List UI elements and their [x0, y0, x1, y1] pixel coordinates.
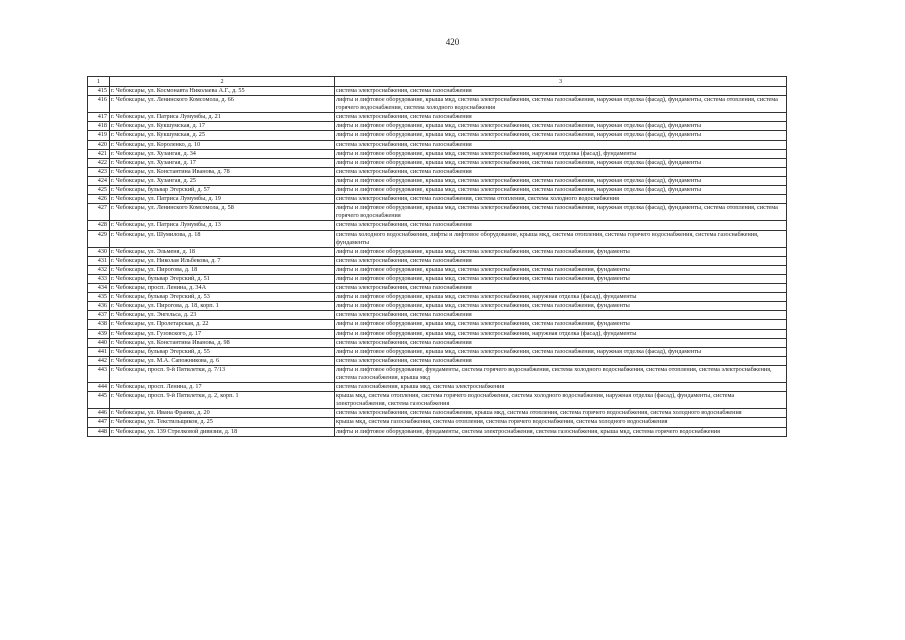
page-number: 420 [445, 37, 460, 47]
works-cell: лифты и лифтовое оборудование, крыша мкд, система электроснабжения, система газоснабжения, фундаменты [335, 320, 787, 329]
table-row [88, 274, 787, 283]
works-cell: лифты и лифтовое оборудование, крыша мкд, система электроснабжения, система газоснабжения, наружная отделка (фасад), фундаменты [335, 122, 787, 131]
row-number-cell: 443 [88, 365, 110, 382]
works-cell: лифты и лифтовое оборудование, крыша мкд, система электроснабжения, система газоснабжения, фундаменты [335, 274, 787, 283]
works-cell: система электроснабжения, система газоснабжения, система отопления, система холодного водоснабжения [335, 195, 787, 204]
table-row [88, 284, 787, 293]
address-cell: г. Чебоксары, ул. Шумилова, д. 18 [110, 230, 335, 247]
address-cell: г. Чебоксары, ул. Эльменя, д. 18 [110, 247, 335, 256]
works-cell: система электроснабжения, система газоснабжения [335, 256, 787, 265]
row-number-cell: 442 [88, 356, 110, 365]
works-cell: лифты и лифтовое оборудование, крыша мкд, система электроснабжения, система газоснабжения, наружная отделка (фасад), фундаменты [335, 131, 787, 140]
row-number-cell: 418 [88, 122, 110, 131]
address-cell: г. Чебоксары, просп. 9-й Пятилетки, д. 2, корп. 1 [110, 392, 335, 409]
works-cell: крыша мкд, система газоснабжения, система отопления, система горячего водоснабжения, система холодного водоснабжения [335, 418, 787, 427]
row-number-cell: 444 [88, 383, 110, 392]
table-row [88, 338, 787, 347]
address-cell: г. Чебоксары, ул. Константина Иванова, д. 78 [110, 167, 335, 176]
address-cell: г. Чебоксары, ул. Ленинского Комсомола, д. 58 [110, 204, 335, 221]
address-cell: г. Чебоксары, ул. Ленинского Комсомола, д. 66 [110, 96, 335, 113]
address-cell: г. Чебоксары, ул. Патриса Лумумбы, д. 13 [110, 221, 335, 230]
address-cell: г. Чебоксары, бульвар Эгерский, д. 55 [110, 347, 335, 356]
table-row [88, 311, 787, 320]
table-row [88, 221, 787, 230]
works-cell: система электроснабжения, система газоснабжения [335, 311, 787, 320]
row-number-cell: 445 [88, 392, 110, 409]
row-number-cell: 426 [88, 195, 110, 204]
table-row [88, 131, 787, 140]
works-cell: лифты и лифтовое оборудование, крыша мкд, система электроснабжения, система газоснабжения, наружная отделка (фасад), фундаменты, система отопления, система горячего водоснабжения, система холодного водоснабжения [335, 96, 787, 113]
row-number-cell: 420 [88, 140, 110, 149]
works-cell: лифты и лифтовое оборудование, крыша мкд, система электроснабжения, система газоснабжения, наружная отделка (фасад), фундаменты [335, 158, 787, 167]
table-row [88, 409, 787, 418]
row-number-cell: 427 [88, 204, 110, 221]
row-number-cell: 441 [88, 347, 110, 356]
table-row [88, 293, 787, 302]
table-row [88, 204, 787, 221]
table-row [88, 167, 787, 176]
table-row [88, 247, 787, 256]
address-cell: г. Чебоксары, ул. Патриса Лумумбы, д. 21 [110, 113, 335, 122]
address-cell: г. Чебоксары, ул. Николая Ильбекова, д. 7 [110, 256, 335, 265]
table-row [88, 195, 787, 204]
table-body [88, 87, 787, 437]
address-cell: г. Чебоксары, ул. Ивана Франко, д. 20 [110, 409, 335, 418]
works-cell: лифты и лифтовое оборудование, крыша мкд, система электроснабжения, наружная отделка (фасад), фундаменты [335, 329, 787, 338]
table-row [88, 186, 787, 195]
row-number-cell: 436 [88, 302, 110, 311]
row-number-cell: 425 [88, 186, 110, 195]
works-cell: лифты и лифтовое оборудование, фундаменты, система горячего водоснабжения, система холодного водоснабжения, система отопления, система электроснабжения, система газоснабжения, крыша мкд [335, 365, 787, 382]
works-cell: система электроснабжения, система газоснабжения [335, 87, 787, 96]
table-row [88, 256, 787, 265]
table-row [88, 265, 787, 274]
table-row [88, 427, 787, 436]
table-row [88, 122, 787, 131]
works-cell: лифты и лифтовое оборудование, крыша мкд, система электроснабжения, система газоснабжения, фундаменты [335, 247, 787, 256]
works-cell: система холодного водоснабжения, лифты и лифтовое оборудование, крыша мкд, система отопления, система горячего водоснабжения, система газоснабжения, фундаменты [335, 230, 787, 247]
address-cell: г. Чебоксары, ул. Пролетарская, д. 22 [110, 320, 335, 329]
row-number-cell: 419 [88, 131, 110, 140]
works-cell: система электроснабжения, система газоснабжения [335, 284, 787, 293]
table-row [88, 96, 787, 113]
table-row [88, 140, 787, 149]
address-cell: г. Чебоксары, бульвар Эгерский, д. 57 [110, 186, 335, 195]
address-cell: г. Чебоксары, ул. Патриса Лумумбы, д. 19 [110, 195, 335, 204]
works-cell: крыша мкд, система отопления, система горячего водоснабжения, система холодного водоснабжения, наружная отделка (фасад), фундаменты, система электроснабжения, система газоснабжения [335, 392, 787, 409]
table-row [88, 176, 787, 185]
table-row [88, 392, 787, 409]
address-cell: г. Чебоксары, ул. 139 Стрелковой дивизии, д. 18 [110, 427, 335, 436]
works-cell: система электроснабжения, система газоснабжения [335, 221, 787, 230]
row-number-cell: 429 [88, 230, 110, 247]
address-cell: г. Чебоксары, ул. М.А. Сапожникова, д. 6 [110, 356, 335, 365]
row-number-cell: 422 [88, 158, 110, 167]
works-cell: лифты и лифтовое оборудование, крыша мкд, система электроснабжения, система газоснабжения, фундаменты [335, 302, 787, 311]
row-number-cell: 417 [88, 113, 110, 122]
row-number-cell: 434 [88, 284, 110, 293]
address-cell: г. Чебоксары, ул. Короленко, д. 10 [110, 140, 335, 149]
row-number-cell: 440 [88, 338, 110, 347]
works-cell: лифты и лифтовое оборудование, крыша мкд, система электроснабжения, система газоснабжения, наружная отделка (фасад), фундаменты [335, 176, 787, 185]
row-number-cell: 437 [88, 311, 110, 320]
works-cell: система электроснабжения, система газоснабжения, крыша мкд, система отопления, система горячего водоснабжения, система холодного водоснабжения [335, 409, 787, 418]
address-cell: г. Чебоксары, ул. Энгельса, д. 23 [110, 311, 335, 320]
table-row [88, 320, 787, 329]
address-cell: г. Чебоксары, ул. Константина Иванова, д. 98 [110, 338, 335, 347]
row-number-cell: 424 [88, 176, 110, 185]
table-row [88, 329, 787, 338]
address-cell: г. Чебоксары, ул. Гузовского, д. 17 [110, 329, 335, 338]
row-number-cell: 438 [88, 320, 110, 329]
address-cell: г. Чебоксары, просп. Ленина, д. 17 [110, 383, 335, 392]
table-row [88, 383, 787, 392]
table-row [88, 87, 787, 96]
address-cell: г. Чебоксары, ул. Космонавта Николаева А.Г., д. 55 [110, 87, 335, 96]
row-number-cell: 415 [88, 87, 110, 96]
row-number-cell: 433 [88, 274, 110, 283]
row-number-cell: 446 [88, 409, 110, 418]
row-number-cell: 431 [88, 256, 110, 265]
table-row [88, 302, 787, 311]
works-cell: лифты и лифтовое оборудование, крыша мкд, система электроснабжения, наружная отделка (фасад), фундаменты [335, 149, 787, 158]
address-cell: г. Чебоксары, бульвар Эгерский, д. 53 [110, 293, 335, 302]
table-row [88, 149, 787, 158]
works-cell: система электроснабжения, система газоснабжения [335, 167, 787, 176]
row-number-cell: 428 [88, 221, 110, 230]
table-row [88, 418, 787, 427]
address-cell: г. Чебоксары, просп. 9-й Пятилетки, д. 7/13 [110, 365, 335, 382]
address-cell: г. Чебоксары, ул. Кукшумская, д. 17 [110, 122, 335, 131]
row-number-cell: 439 [88, 329, 110, 338]
address-cell: г. Чебоксары, ул. Пирогова, д. 18 [110, 265, 335, 274]
works-cell: лифты и лифтовое оборудование, крыша мкд, система электроснабжения, система газоснабжения, фундаменты [335, 265, 787, 274]
row-number-cell: 421 [88, 149, 110, 158]
row-number-cell: 432 [88, 265, 110, 274]
table-header-row [88, 77, 787, 87]
works-cell: система электроснабжения, система газоснабжения [335, 113, 787, 122]
works-cell: система газоснабжения, крыша мкд, система электроснабжения [335, 383, 787, 392]
table-row [88, 365, 787, 382]
row-number-cell: 448 [88, 427, 110, 436]
works-cell: лифты и лифтовое оборудование, фундаменты, система электроснабжения, система газоснабжения, крыша мкд, система горячего водоснабжения [335, 427, 787, 436]
table-row [88, 230, 787, 247]
row-number-cell: 435 [88, 293, 110, 302]
works-cell: лифты и лифтовое оборудование, крыша мкд, система электроснабжения, система газоснабжения, наружная отделка (фасад), фундаменты [335, 186, 787, 195]
row-number-cell: 430 [88, 247, 110, 256]
row-number-cell: 447 [88, 418, 110, 427]
column-header-works: 3 [335, 77, 787, 87]
works-cell: лифты и лифтовое оборудование, крыша мкд, система электроснабжения, система газоснабжения, наружная отделка (фасад), фундаменты [335, 347, 787, 356]
column-header-number: 1 [88, 77, 110, 87]
address-cell: г. Чебоксары, просп. Ленина, д. 34А [110, 284, 335, 293]
address-cell: г. Чебоксары, бульвар Эгерский, д. 51 [110, 274, 335, 283]
table-row [88, 356, 787, 365]
address-cell: г. Чебоксары, ул. Хузангая, д. 34 [110, 149, 335, 158]
column-header-address: 2 [110, 77, 335, 87]
address-cell: г. Чебоксары, ул. Хузангая, д. 17 [110, 158, 335, 167]
table-row [88, 347, 787, 356]
address-cell: г. Чебоксары, ул. Пирогова, д. 18, корп. 1 [110, 302, 335, 311]
works-cell: система электроснабжения, система газоснабжения [335, 356, 787, 365]
address-cell: г. Чебоксары, ул. Текстильщиков, д. 25 [110, 418, 335, 427]
table-row [88, 113, 787, 122]
address-cell: г. Чебоксары, ул. Кукшумская, д. 25 [110, 131, 335, 140]
works-cell: лифты и лифтовое оборудование, крыша мкд, система электроснабжения, система газоснабжения, наружная отделка (фасад), фундаменты, система отопления, система горячего водоснабжения [335, 204, 787, 221]
table-row [88, 158, 787, 167]
address-cell: г. Чебоксары, ул. Хузангая, д. 25 [110, 176, 335, 185]
row-number-cell: 416 [88, 96, 110, 113]
works-cell: система электроснабжения, система газоснабжения [335, 338, 787, 347]
row-number-cell: 423 [88, 167, 110, 176]
works-cell: система электроснабжения, система газоснабжения [335, 140, 787, 149]
works-cell: лифты и лифтовое оборудование, крыша мкд, система электроснабжения, наружная отделка (фасад), фундаменты [335, 293, 787, 302]
register-table [87, 76, 787, 437]
